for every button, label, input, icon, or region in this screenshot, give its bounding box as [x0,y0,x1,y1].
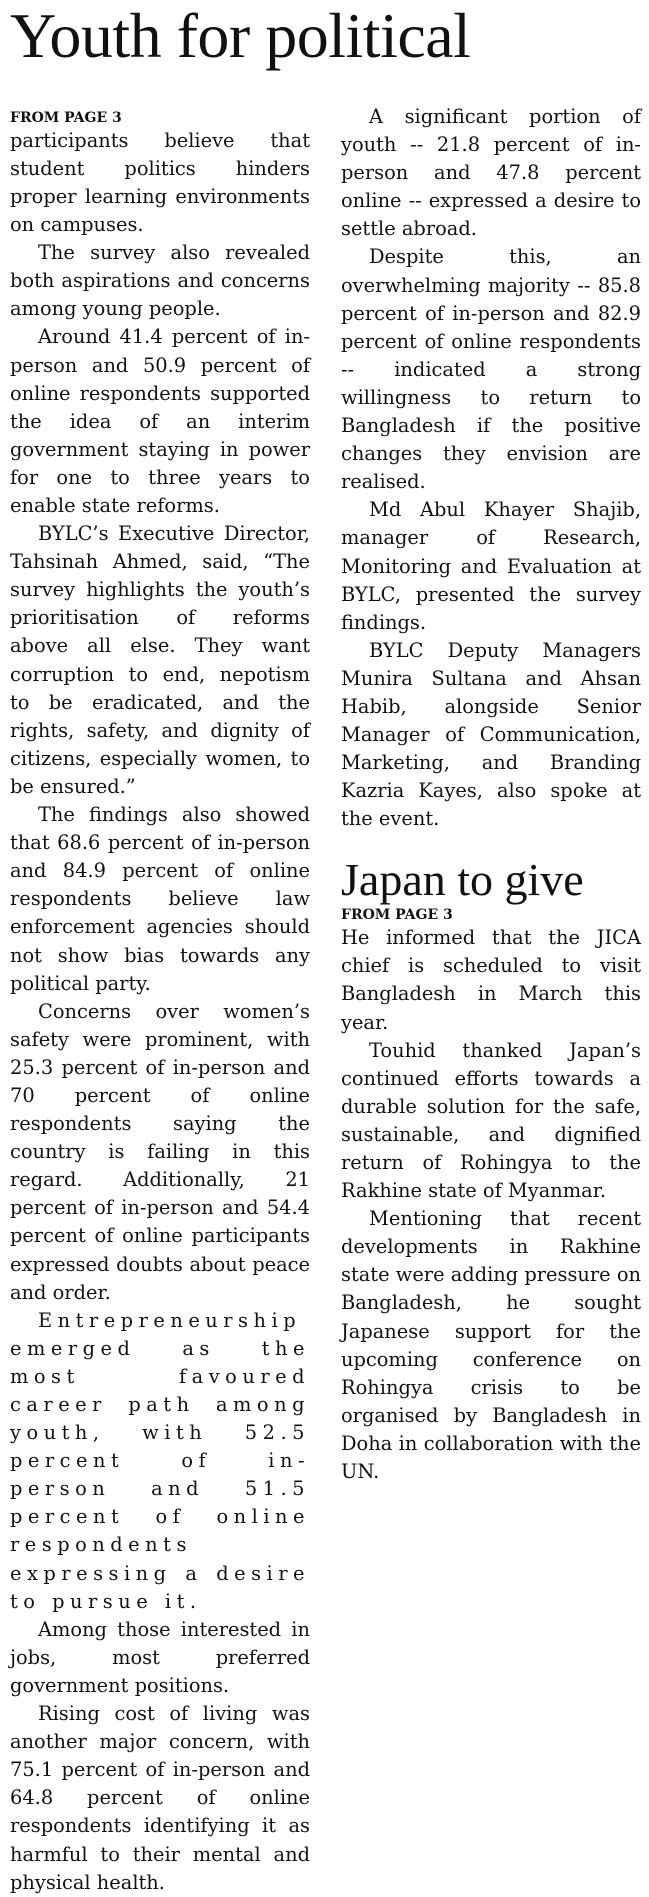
article-paragraph: Touhid thanked Japan’s continued efforts towards a durable solution for the safe, sustainable, and dignified return of Rohingya to the Rakhine state of Myanmar. [341,1038,641,1203]
article-paragraph: BYLC’s Executive Director, Tahsinah Ahmed, said, “The survey highlights the youth’s prioritisation of reforms above all else. They want corruption to end, nepotism to be eradicated, and the rights, safety, and dignity of citizens, especially women, to be ensured.” [10,522,310,798]
article-paragraph: Rising cost of living was another major concern, with 75.1 percent of in-person and 64.8 percent of online respondents identifying it as harmful to their mental and physical health. [10,1702,310,1894]
column-right [341,103,641,1486]
article-paragraph: He informed that the JICA chief is scheduled to visit Bangladesh in March this year. [341,926,641,1034]
article-paragraph: A significant portion of youth -- 21.8 percent of in-person and 47.8 percent online -- expressed a desire to settle abroad. [341,105,641,241]
article-paragraph: Concerns over women’s safety were prominent, with 25.3 percent of in-person and 70 percent of online respondents saying the country is failing in this regard. Additionally, 21 percent of in-person and 54.4 percent of online participants expressed doubts about peace and order. [10,999,310,1304]
article-paragraph: Entrepreneurship emerged as the most favoured career path among youth, with 52.5 percent of in-person and 51.5 percent of online respondents expressing a desire to pursue it. [10,1308,310,1613]
article-paragraph: The survey also revealed both aspirations and concerns among young people. [10,241,310,321]
article-kicker: FROM PAGE 3 [341,907,453,924]
column-left [10,110,310,1897]
article-paragraph: BYLC Deputy Managers Munira Sultana and Ahsan Habib, alongside Senior Manager of Communication, Marketing, and Branding Kazria Kayes, also spoke at the event. [341,638,641,831]
article-paragraph: The findings also showed that 68.6 percent of in-person and 84.9 percent of online respondents believe law enforcement agencies should not show bias towards any political party. [10,803,310,995]
article-paragraph: Around 41.4 percent of in-person and 50.9 percent of online respondents supported the idea of an interim government staying in power for one to three years to enable state reforms. [10,325,310,518]
article-headline-youth: Youth for political [10,0,471,71]
article-paragraph: participants believe that student politics hinders proper learning environments on campuses. [10,128,310,237]
article-kicker: FROM PAGE 3 [10,110,122,126]
article-paragraph: Despite this, an overwhelming majority -- 85.8 percent of in-person and 82.9 percent of online respondents -- indicated a strong willingness to return to Bangladesh if the positive changes they envision are realised. [341,245,641,494]
article-headline-japan: Japan to give [341,854,584,906]
article-paragraph: Among those interested in jobs, most preferred government positions. [10,1617,310,1697]
article-paragraph: Mentioning that recent developments in Rakhine state were adding pressure on Bangladesh, he sought Japanese support for the upcoming conference on Rohingya crisis to be organised by Bangladesh in Doha in collaboration with the UN. [341,1207,641,1484]
article-paragraph: Md Abul Khayer Shajib, manager of Research, Monitoring and Evaluation at BYLC, presented the survey findings. [341,498,641,634]
